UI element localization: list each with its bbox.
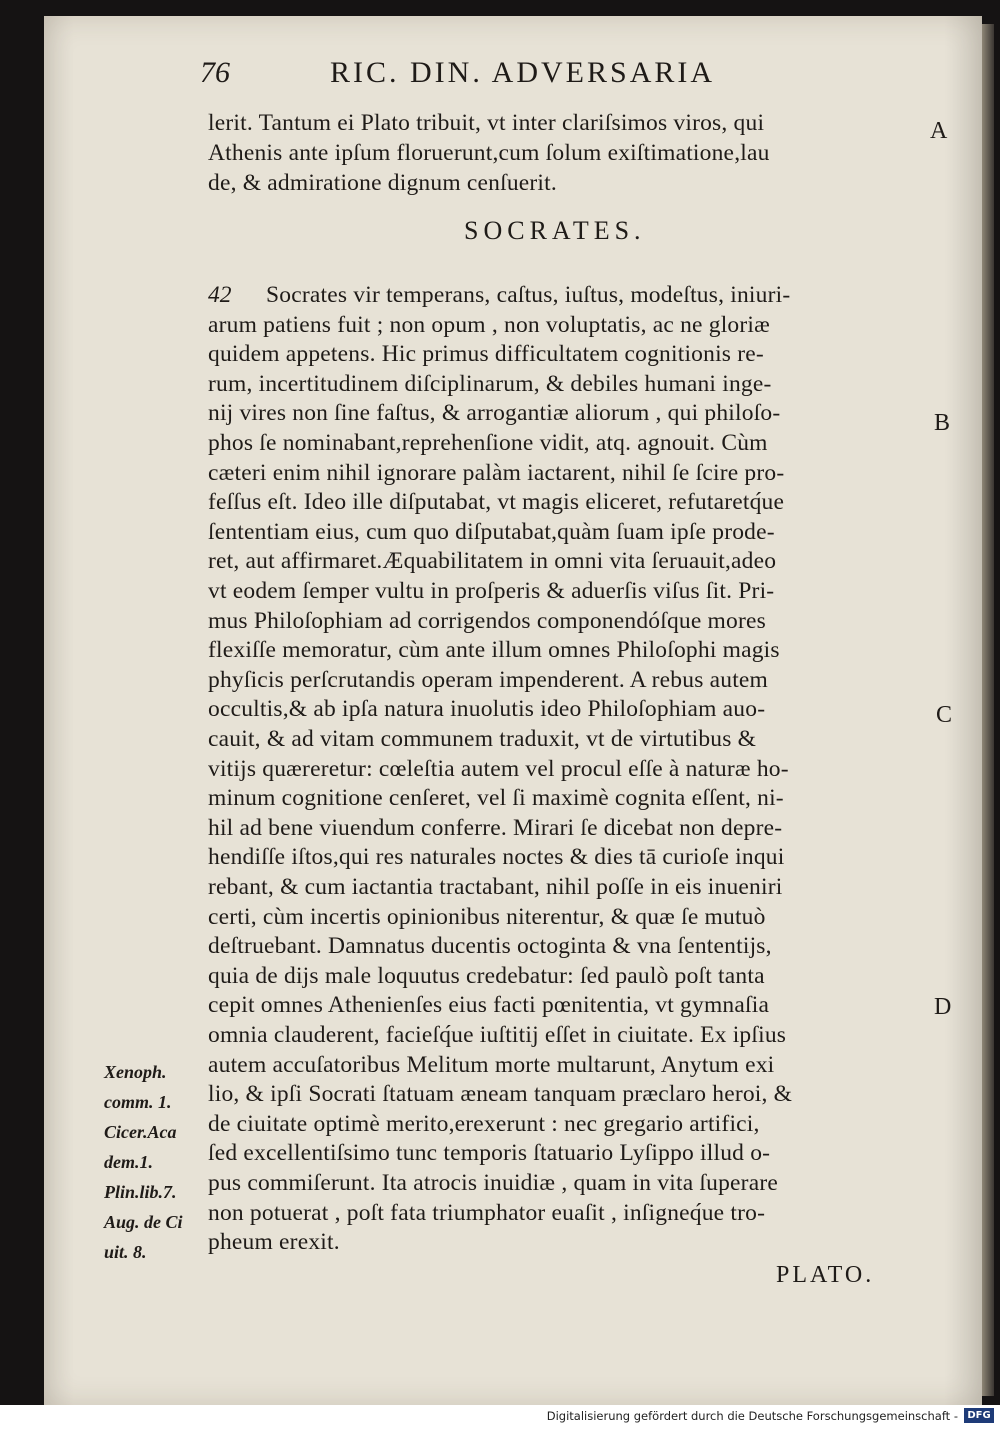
text-line: pus commiſerunt. Ita atrocis inuidiæ , quam in vita ſuperare [208,1170,778,1196]
text-line: ſententiam eius, cum quo diſputabat,quàm ſuam ipſe prode- [208,519,775,545]
text-line: non potuerat , poſt fata triumphator euaſit , inſigneq́ue tro- [208,1200,766,1226]
text-line: phyſicis perſcrutandis operam impenderent. A rebus autem [208,667,769,693]
paragraph-number: 42 [208,282,232,308]
page-header [200,56,830,100]
intro-line: de, & admiratione dignum cenſuerit. [208,170,557,196]
text-line: omnia clauderent, facieſq́ue iuſtitij eſſet in ciuitate. Ex ipſius [208,1022,787,1048]
text-line: Socrates vir temperans, caſtus, iuſtus, modeſtus, iniuri- [266,282,791,308]
text-line: deſtruebant. Damnatus ducentis octoginta & vna ſententijs, [208,933,772,959]
margin-letter-d: D [934,994,952,1020]
side-note: uit. 8. [104,1242,147,1262]
text-line: cauit, & ad vitam communem traduxit, vt de virtutibus & [208,726,757,752]
text-line: flexiſſe memoratur, cùm ante illum omnes Philoſophi magis [208,637,780,663]
text-line: quia de dijs male loquutus credebatur: ſed paulò poſt tanta [208,963,765,989]
page-edge [982,24,994,1396]
text-line: hendiſſe iſtos,qui res naturales noctes & dies tā curioſe inqui [208,844,785,870]
running-head: RIC. DIN. ADVERSARIA [330,56,716,89]
text-line: rum, incertitudinem diſciplinarum, & debiles humani inge- [208,371,772,397]
footer-credit: Digitalisierung gefördert durch die Deutsche Forschungsgemeinschaft - [546,1409,958,1423]
text-line: hil ad bene viuendum conferre. Mirari ſe dicebat non depre- [208,815,783,841]
text-line: cæteri enim nihil ignorare palàm iactarent, nihil ſe ſcire pro- [208,460,785,486]
text-line: vt eodem ſemper vultu in proſperis & aduerſis viſus ſit. Pri- [208,578,775,604]
side-note: comm. 1. [104,1092,172,1112]
catchword: PLATO. [776,1262,875,1288]
intro-line: Athenis ante ipſum floruerunt,cum ſolum exiſtimatione,lau [208,140,770,166]
digitization-footer [0,1405,1000,1429]
text-line: autem accuſatoribus Melitum morte multarunt, Anytum exi [208,1052,775,1078]
text-line: pheum erexit. [208,1229,340,1255]
side-note: Plin.lib.7. [104,1182,177,1202]
text-line: ſed excellentiſsimo tunc temporis ſtatuario Lyſippo illud o- [208,1140,771,1166]
text-line: vitijs quæreretur: cœleſtia autem vel procul eſſe à naturæ ho- [208,756,789,782]
text-line: minum cognitione cenſeret, vel ſi maximè cognita eſſent, ni- [208,785,784,811]
margin-letter-a: A [930,118,948,144]
section-title: SOCRATES. [464,216,646,245]
side-note: Aug. de Ci [104,1212,183,1232]
text-line: de ciuitate optimè merito,erexerunt : nec gregario artifici, [208,1111,760,1137]
text-line: certi, cùm incertis opinionibus niterentur, & quæ ſe mutuò [208,904,766,930]
text-line: phos ſe nominabant,reprehenſione vidit, atq. agnouit. Cùm [208,430,768,456]
text-line: feſſus eſt. Ideo ille diſputabat, vt magis eliceret, refutaretq́ue [208,489,785,515]
text-line: ret, aut affirmaret.Æquabilitatem in omni vita ſeruauit,adeo [208,548,777,574]
text-line: lio, & ipſi Socrati ſtatuam æneam tanquam præclaro heroi, & [208,1081,793,1107]
page-number: 76 [200,56,230,89]
side-note: Xenoph. [104,1062,167,1082]
dfg-logo: DFG [964,1408,994,1423]
text-line: mus Philoſophiam ad corrigendos componendóſque mores [208,608,766,634]
text-line: nij vires non ſine faſtus, & arrogantiæ aliorum , qui philoſo- [208,400,781,426]
side-note: dem.1. [104,1152,153,1172]
text-line: quidem appetens. Hic primus difficultatem cognitionis re- [208,341,764,367]
intro-line: lerit. Tantum ei Plato tribuit, vt inter clariſsimos viros, qui [208,110,765,136]
margin-letter-c: C [936,702,953,728]
side-note: Cicer.Aca [104,1122,177,1142]
text-line: cepit omnes Athenienſes eius facti pœnitentia, vt gymnaſia [208,992,770,1018]
margin-letter-b: B [934,410,951,436]
text-line: rebant, & cum iactantia tractabant, nihil poſſe in eis inueniri [208,874,783,900]
text-line: occultis,& ab ipſa natura inuolutis ideo Philoſophiam auo- [208,696,766,722]
text-line: arum patiens fuit ; non opum , non voluptatis, ac ne gloriæ [208,312,771,338]
